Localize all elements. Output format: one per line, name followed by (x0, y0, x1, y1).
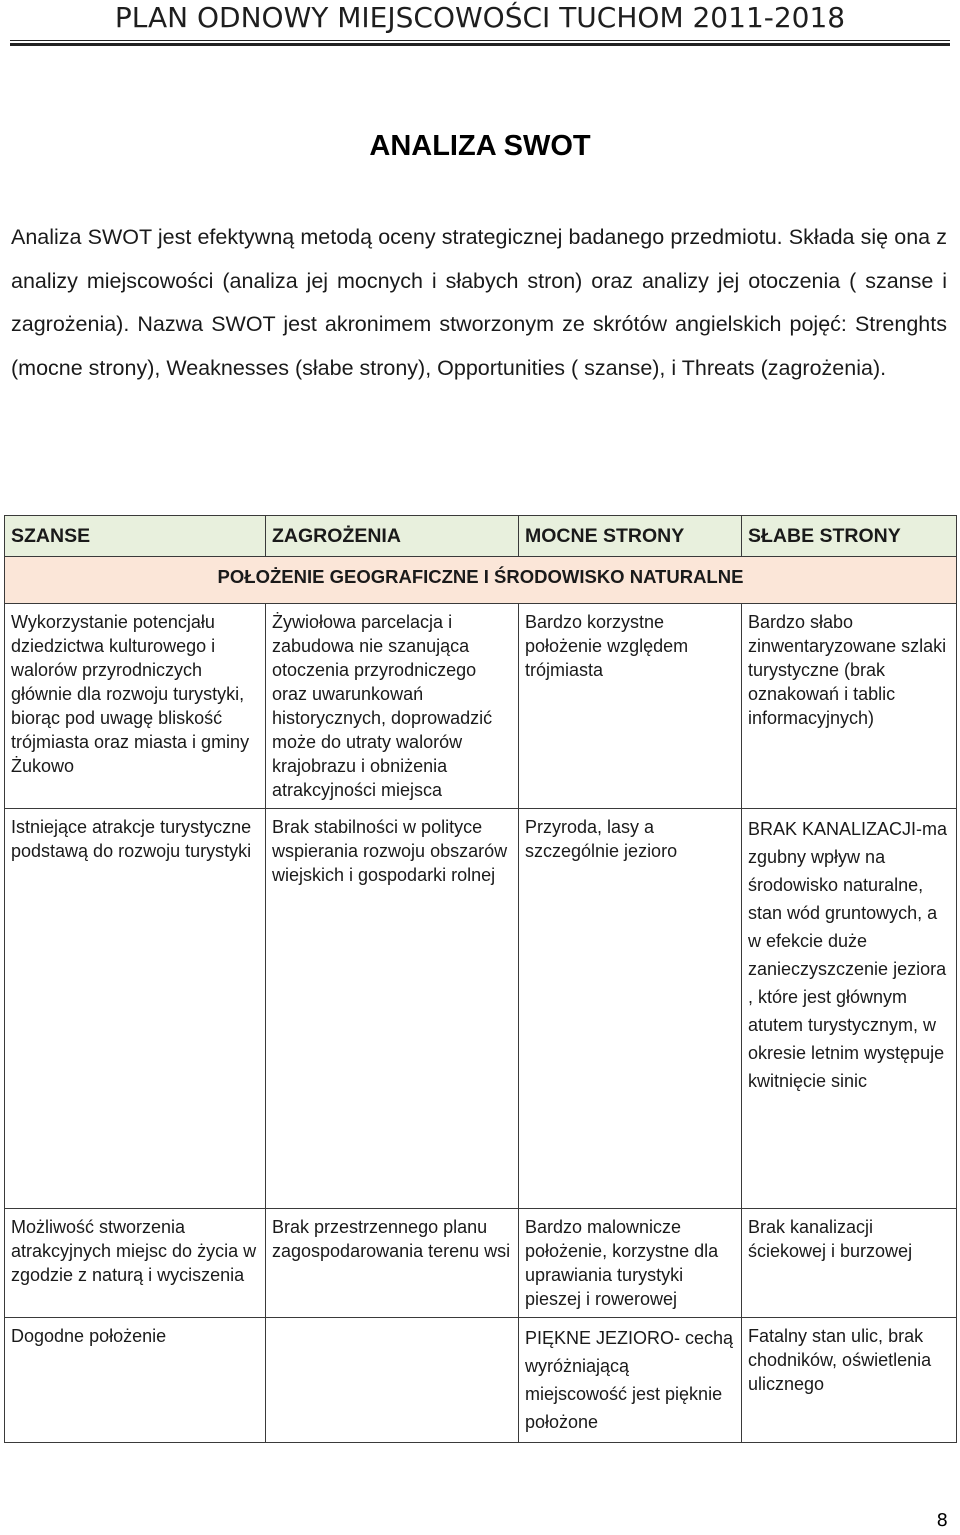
table-cell: BRAK KANALIZACJI-ma zgubny wpływ na środowisko naturalne, stan wód gruntowych, a w efekcie duże zanieczyszczenie jeziora , które jest głównym atutem turystycznym, w okresie letnim występuje kwitnięcie sinic (742, 809, 957, 1209)
section-title: POŁOŻENIE GEOGRAFICZNE I ŚRODOWISKO NATURALNE (5, 557, 957, 604)
table-row (5, 809, 957, 1209)
table-cell: Dogodne położenie (5, 1318, 266, 1443)
table-cell: Bardzo korzystne położenie względem trójmiasta (519, 604, 742, 809)
header-zagrozenia: ZAGROŻENIA (266, 516, 519, 557)
table-cell: Przyroda, lasy a szczególnie jezioro (519, 809, 742, 1209)
table-row (5, 604, 957, 809)
table-cell: Fatalny stan ulic, brak chodników, oświetlenia ulicznego (742, 1318, 957, 1443)
header-rule (10, 40, 950, 46)
running-header: PLAN ODNOWY MIEJSCOWOŚCI TUCHOM 2011-2018 (114, 1, 846, 34)
table-cell: Istniejące atrakcje turystyczne podstawą do rozwoju turystyki (5, 809, 266, 1209)
table-cell: Brak kanalizacji ściekowej i burzowej (742, 1209, 957, 1318)
table-cell: Brak przestrzennego planu zagospodarowania terenu wsi (266, 1209, 519, 1318)
table-cell: PIĘKNE JEZIORO- cechą wyróżniającą miejscowość jest pięknie położone (519, 1318, 742, 1443)
header-mocne-strony: MOCNE STRONY (519, 516, 742, 557)
table-cell: Wykorzystanie potencjału dziedzictwa kulturowego i walorów przyrodniczych głównie dla rozwoju turystyki, biorąc pod uwagę bliskość trójmiasta oraz miasta i gminy Żukowo (5, 604, 266, 809)
table-cell (266, 1318, 519, 1443)
header-slabe-strony: SŁABE STRONY (742, 516, 957, 557)
section-row (5, 557, 957, 604)
header-row (5, 516, 957, 557)
table-cell: Żywiołowa parcelacja i zabudowa nie szanująca otoczenia przyrodniczego oraz uwarunkowań historycznych, doprowadzić może do utraty walorów krajobrazu i obniżenia atrakcyjności miejsca (266, 604, 519, 809)
table-row (5, 1318, 957, 1443)
table-cell: Brak stabilności w polityce wspierania rozwoju obszarów wiejskich i gospodarki rolnej (266, 809, 519, 1209)
page-number: 8 (936, 1510, 948, 1531)
table-row (5, 1209, 957, 1318)
table-cell: Bardzo słabo zinwentaryzowane szlaki turystyczne (brak oznakowań i tablic informacyjnych) (742, 604, 957, 809)
header-szanse: SZANSE (5, 516, 266, 557)
table-cell: Bardzo malownicze położenie, korzystne dla uprawiania turystyki pieszej i rowerowej (519, 1209, 742, 1318)
page-title: ANALIZA SWOT (369, 130, 591, 162)
swot-table (4, 515, 957, 1443)
intro-paragraph: Analiza SWOT jest efektywną metodą oceny strategicznej badanego przedmiotu. Składa się ona z analizy miejscowości (analiza jej mocnych i słabych stron) oraz analizy jej otoczenia ( szanse i zagrożenia). Nazwa SWOT jest akronimem stworzonym ze skrótów angielskich pojęć: Strenghts (mocne strony), Weaknesses (słabe strony), Opportunities ( szanse), i Threats (zagrożenia). (11, 225, 947, 380)
table-cell: Możliwość stworzenia atrakcyjnych miejsc do życia w zgodzie z naturą i wyciszenia (5, 1209, 266, 1318)
